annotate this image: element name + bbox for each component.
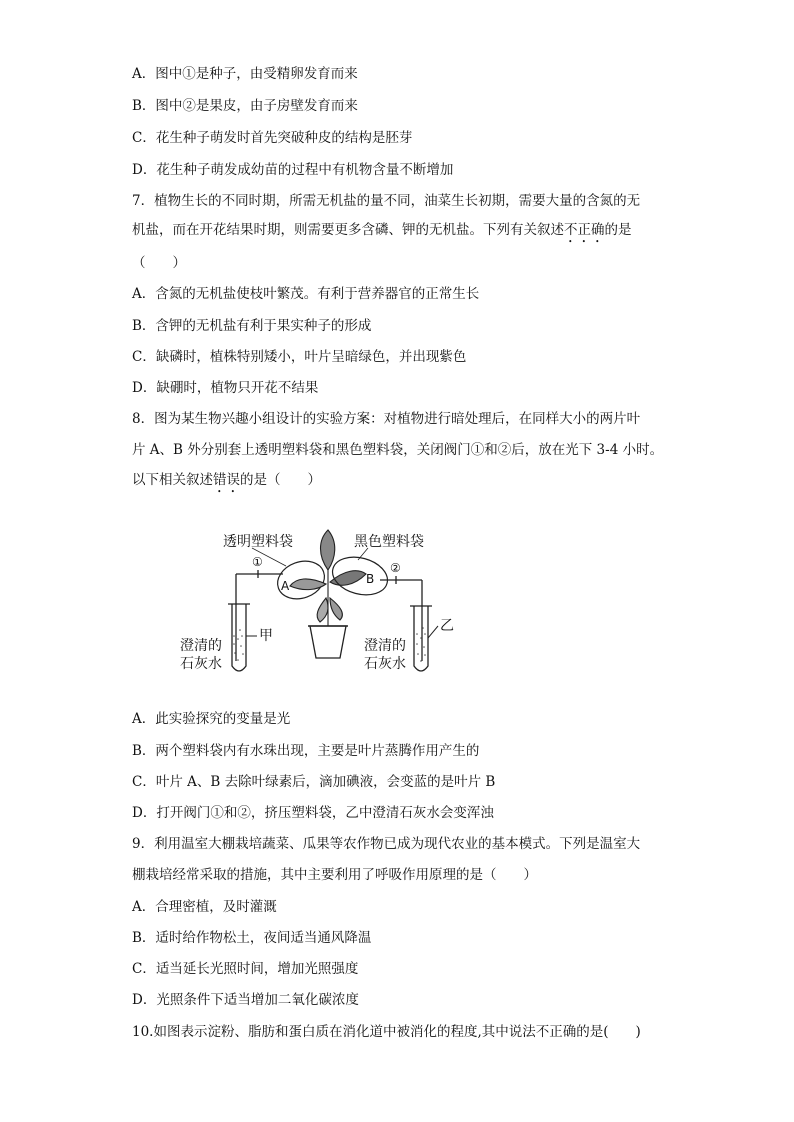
- q9-option-d: D．光照条件下适当增加二氧化碳浓度: [132, 992, 359, 1008]
- leader-yi: [428, 626, 438, 638]
- limewater-right-line1: 澄清的: [364, 638, 406, 654]
- q6-option-a: A．图中①是种子，由受精卵发育而来: [132, 66, 358, 82]
- q8-stem-line3-prefix: 以下相关叙述: [132, 472, 213, 488]
- q8-option-a: A．此实验探究的变量是光: [132, 711, 291, 727]
- label-black-bag: 黑色塑料袋: [354, 534, 424, 550]
- q8-stem-line1: 8．图为某生物兴趣小组设计的实验方案：对植物进行暗处理后，在同样大小的两片叶: [132, 411, 641, 427]
- left-limewater: [233, 629, 244, 661]
- q8-option-b: B．两个塑料袋内有水珠出现，主要是叶片蒸腾作用产生的: [132, 743, 480, 759]
- leaf-b-label: B: [366, 572, 375, 586]
- q8-stem-line2: 片 A、B 外分别套上透明塑料袋和黑色塑料袋，关闭阀门①和②后，放在光下 3-4 小时。: [132, 442, 664, 458]
- q8-option-d: D．打开阀门①和②，挤压塑料袋，乙中澄清石灰水会变浑浊: [132, 805, 494, 821]
- q7-stem-line1: 7．植物生长的不同时期，所需无机盐的量不同，油菜生长初期，需要大量的含氮的无: [132, 193, 641, 209]
- q6-option-c: C．花生种子萌发时首先突破种皮的结构是胚芽: [132, 130, 413, 146]
- q7-emphasis-not-correct: 不正确: [564, 222, 605, 238]
- right-limewater: [416, 627, 426, 662]
- q7-option-d: D．缺硼时，植物只开花不结果: [132, 380, 319, 396]
- tube-label-jia: 甲: [259, 628, 273, 644]
- q7-stem-line2-suffix: 的是: [604, 222, 632, 238]
- q9-stem-line2: 棚栽培经常采取的措施，其中主要利用了呼吸作用原理的是（ ）: [132, 867, 537, 883]
- q9-stem-line1: 9．利用温室大棚栽培蔬菜、瓜果等农作物已成为现代农业的基本模式。下列是温室大: [132, 836, 641, 852]
- q8-option-c: C．叶片 A、B 去除叶绿素后，滴加碘液，会变蓝的是叶片 B: [132, 774, 496, 790]
- valve-1-label: ①: [252, 555, 263, 569]
- flower-pot: [310, 626, 346, 658]
- limewater-right-line2: 石灰水: [364, 656, 406, 672]
- q8-emphasis-wrong: 错误: [213, 472, 240, 488]
- limewater-left-line2: 石灰水: [180, 656, 222, 672]
- q10-stem-line1: 10.如图表示淀粉、脂肪和蛋白质在消化道中被消化的程度,其中说法不正确的是( ): [132, 1024, 641, 1040]
- leaf-a-label: A: [281, 579, 290, 593]
- left-test-tube: [228, 574, 283, 671]
- q8-experiment-figure: [168, 526, 468, 686]
- q8-stem-line3: [132, 470, 321, 496]
- q8-stem-line3-suffix: 的是（ ）: [240, 472, 321, 488]
- q7-option-c: C．缺磷时，植株特别矮小，叶片呈暗绿色，并出现紫色: [132, 349, 467, 365]
- q6-option-d: D．花生种子萌发成幼苗的过程中有机物含量不断增加: [132, 162, 454, 178]
- label-clear-bag: 透明塑料袋: [223, 534, 293, 550]
- valve-2-label: ②: [390, 561, 401, 575]
- q7-stem-line2-prefix: 机盐，而在开花结果时期，则需要更多含磷、钾的无机盐。下列有关叙述: [132, 222, 564, 238]
- q6-option-b: B．图中②是果皮，由子房壁发育而来: [132, 98, 358, 114]
- tube-label-yi: 乙: [440, 618, 454, 634]
- q7-option-b: B．含钾的无机盐有利于果实种子的形成: [132, 318, 372, 334]
- q7-stem-line2: [132, 220, 632, 246]
- q9-option-c: C．适当延长光照时间，增加光照强度: [132, 961, 359, 977]
- q7-answer-blank: （ ）: [132, 255, 186, 271]
- q7-option-a: A．含氮的无机盐使枝叶繁茂。有利于营养器官的正常生长: [132, 286, 480, 302]
- q9-option-a: A．合理密植，及时灌溉: [132, 899, 277, 915]
- q9-option-b: B．适时给作物松土，夜间适当通风降温: [132, 930, 372, 946]
- limewater-left-line1: 澄清的: [180, 638, 222, 654]
